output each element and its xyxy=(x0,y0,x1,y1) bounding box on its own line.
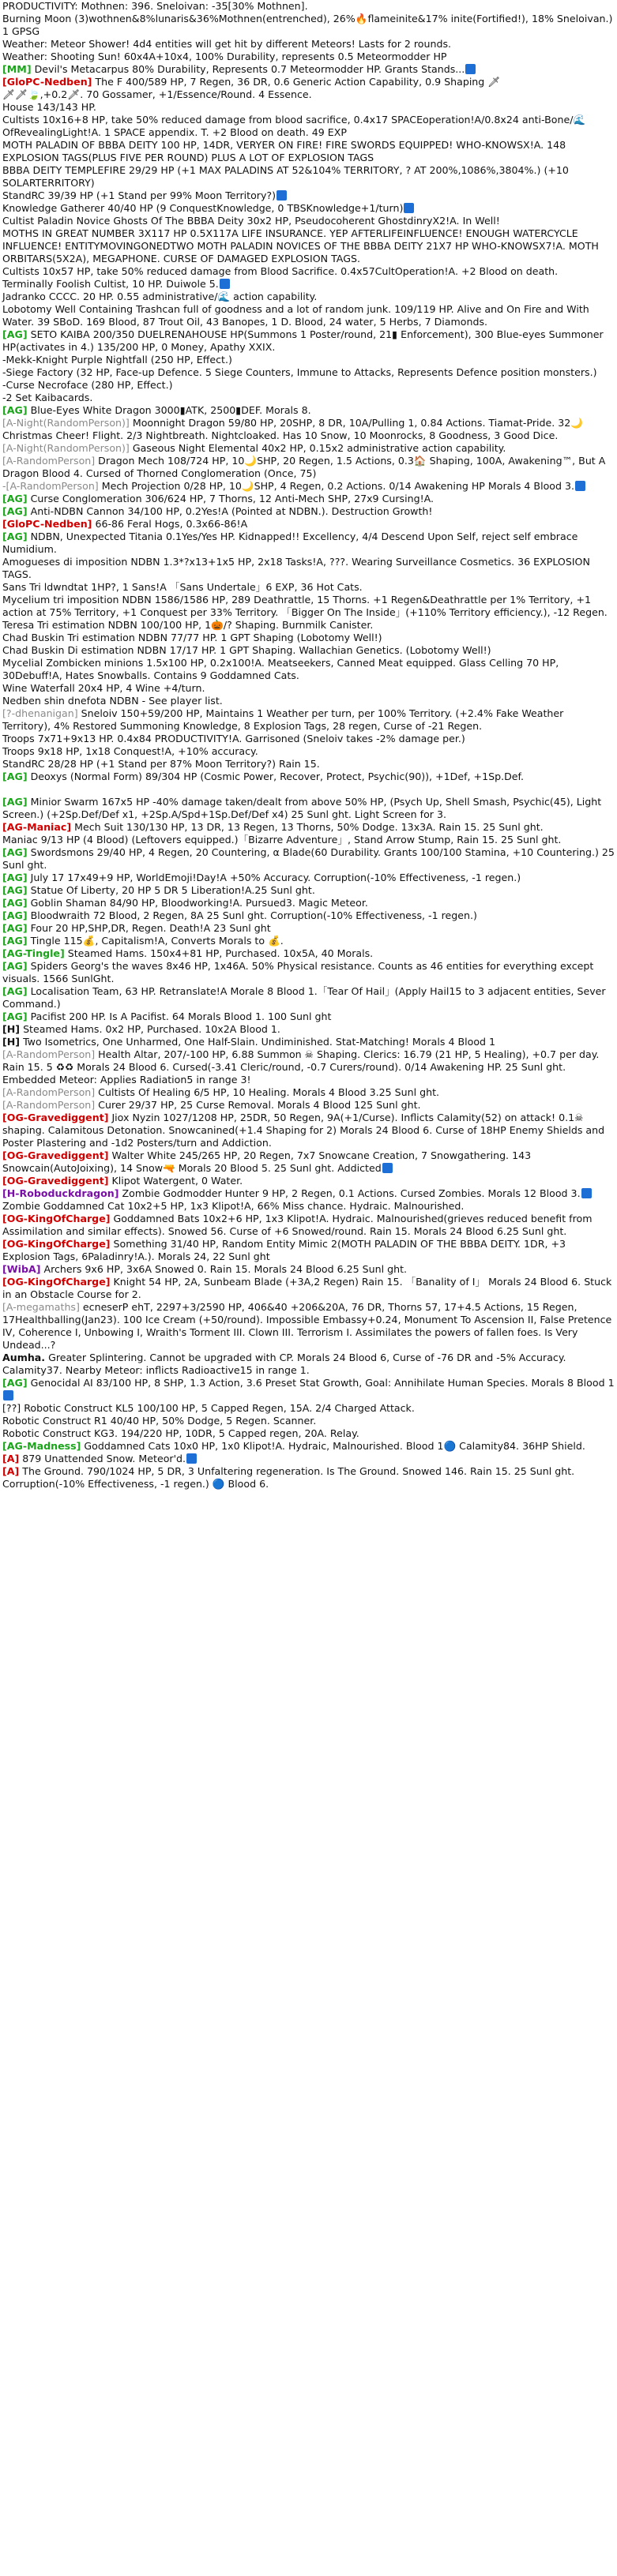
log-line xyxy=(2,366,615,379)
log-line xyxy=(2,1099,615,1112)
log-line xyxy=(2,909,615,922)
log-line xyxy=(2,164,615,189)
log-line xyxy=(2,644,615,657)
log-text: Walter White 245/265 HP, 20 Regen, 7x7 Snowcane Creation, 7 Snowgathering. 143 Snowcain(AutoJoixing), 14 Snow🔫 Morals 20 Blood 5. 25 Sunl ght. Addicted xyxy=(2,1149,532,1174)
log-line xyxy=(2,518,615,531)
entity-icon xyxy=(277,190,287,201)
log-line xyxy=(2,1036,615,1048)
log-line xyxy=(2,935,615,947)
log-text: Dragon Mech 108/724 HP, 10🌙SHP, 20 Regen, 1.5 Actions, 0.3🏠 Shaping, 100A, Awakening™, But A Dragon Blood 4. Cursed of Thorned Conglomeration (Once, 75) xyxy=(2,455,606,479)
log-text: Sans Tri ldwndtat 1HP?, 1 Sans!A 「Sans Undertale」6 EXP, 36 Hot Cats. xyxy=(2,581,363,593)
log-text: Chad Buskin Tri estimation NDBN 77/77 HP. 1 GPT Shaping (Lobotomy Well!) xyxy=(2,632,382,643)
log-text: July 17 17x49+9 HP, WorldEmoji!Day!A +50% Accuracy. Corruption(-10% Effectiveness, -1 regen.) xyxy=(27,872,521,883)
faction-tag: [GloPC-Nedben] xyxy=(2,76,92,88)
faction-tag: [A] xyxy=(2,1453,20,1464)
entity-icon xyxy=(3,1390,13,1400)
log-text: -Mekk-Knight Purple Nightfall (250 HP, Effect.) xyxy=(2,354,232,366)
log-line xyxy=(2,38,615,51)
log-line xyxy=(2,581,615,594)
log-line xyxy=(2,821,615,834)
log-line xyxy=(2,189,615,202)
log-text: Goddamned Bats 10x2+6 HP, 1x3 Klipot!A. Hydraic. Malnourished(grieves reduced benefit from Assimilation and similar effects). Snowed 56. Curse of +6 Snowed/round. Rain 15. Morals 24 Blood 6.25 Sunl ght. xyxy=(2,1213,593,1237)
log-text: ecneserP ehT, 2297+3/2590 HP, 406&40 +206&20A, 76 DR, Thorns 57, 17+4.5 Actions, 15 Regen, 17Healthballing(Jan23). 100 Ice Cream (+50/round). Impossible Embassy+0.24, Monument To Ascension II, False Pretence IV, Coherence I, Unbowing I, Wraith's Torment III. Clown III. Terrorism I. Assimilates the powers of fallen foes. Is Very Undead...? xyxy=(2,1301,612,1351)
log-text: Swordsmons 29/40 HP, 4 Regen, 20 Countering, α Blade(60 Durability. Grants 100/100 Stamina, +10 Countering.) 25 Sunl ght. xyxy=(2,846,615,871)
faction-tag: [A-RandomPerson] xyxy=(2,455,96,467)
log-text: Blue-Eyes White Dragon 3000▮ATK, 2500▮DEF. Morals 8. xyxy=(27,404,311,416)
faction-tag: [MM] xyxy=(2,63,32,75)
faction-tag: [?-dhenanigan] xyxy=(2,707,78,719)
log-line xyxy=(2,922,615,935)
log-text: -Curse Necroface (280 HP, Effect.) xyxy=(2,379,173,391)
log-text: Statue Of Liberty, 20 HP 5 DR 5 Liberation!A.25 Sunl ght. xyxy=(27,884,315,896)
log-text: BBBA DEITY TEMPLEFIRE 29/29 HP (+1 MAX PALADINS AT 52&104% TERRITORY, ? AT 200%,1086%,3804%.) (+10 SOLARTERRITORY) xyxy=(2,164,569,189)
log-text: Gaseous Night Elemental 40x2 HP, 0.15x2 administrative action capability. xyxy=(129,442,506,454)
faction-tag: [AG] xyxy=(2,771,28,782)
faction-tag: [AG] xyxy=(2,1011,28,1022)
log-line xyxy=(2,88,615,101)
log-text: StandRC 28/28 HP (+1 Stand per 87% Moon Territory?) Rain 15. xyxy=(2,758,320,770)
log-text: Jadranko CCCC. 20 HP. 0.55 administrative/🌊 action capability. xyxy=(2,291,318,302)
faction-tag: [AG-Maniac] xyxy=(2,821,72,833)
log-text: Steamed Hams. 0x2 HP, Purchased. 10x2A Blood 1. xyxy=(20,1023,280,1035)
log-line xyxy=(2,632,615,644)
log-text: 🗡🗡🍃,+0.2🗡. 70 Gossamer, +1/Essence/Round. 4 Essence. xyxy=(2,88,312,100)
faction-tag: [A-Night(RandomPerson)] xyxy=(2,442,130,454)
entity-icon xyxy=(575,481,585,491)
log-line xyxy=(2,884,615,897)
log-line xyxy=(2,556,615,581)
log-text: StandRC 39/39 HP (+1 Stand per 99% Moon Territory?) xyxy=(2,189,277,201)
log-text: 66-86 Feral Hogs, 0.3x66-86!A xyxy=(92,518,248,530)
log-text: Weather: Shooting Sun! 60x4A+10x4, 100% Durability, represents 0.5 Meteormodder HP xyxy=(2,51,447,62)
log-text: Genocidal AI 83/100 HP, 8 SHP, 1.3 Action, 3.6 Preset Stat Growth, Goal: Annihilate Human Species. Morals 8 Blood 1 xyxy=(27,1377,615,1389)
faction-tag: [AG] xyxy=(2,897,28,909)
log-line xyxy=(2,354,615,366)
log-line xyxy=(2,960,615,985)
entity-icon xyxy=(404,203,414,213)
log-line xyxy=(2,1263,615,1276)
log-text: Bloodwraith 72 Blood, 2 Regen, 8A 25 Sunl ght. Corruption(-10% Effectiveness, -1 regen.) xyxy=(27,909,477,921)
log-line xyxy=(2,1440,615,1453)
faction-tag: [A-RandomPerson] xyxy=(2,1048,96,1060)
log-text: Moonnight Dragon 59/80 HP, 20SHP, 8 DR, 10A/Pulling 1, 0.84 Actions. Tiamat-Pride. 32🌙 Christmas Cheer! Flight. 2/3 Nightbreath. Nightcloaked. Has 10 Snow, 10 Moonrocks, 8 Goodness, 3 Good Dice. xyxy=(2,417,583,441)
log-text: Minior Swarm 167x5 HP -40% damage taken/dealt from above 50% HP, (Psych Up, Shell Smash, Psychic(45), Light Screen.) (+2Sp.Def/Def x1, +2Sp.A/Spd+1Sp.Def/Def x4) 25 Sunl ght. Light Screen for 3. xyxy=(2,796,602,820)
log-text: MOTHS IN GREAT NUMBER 3X117 HP 0.5X117A LIFE INSURANCE. YEP AFTERLIFEINFLUENCE! ENOUGH WATERCYCLE INFLUENCE! ENTITYMOVINGONEDTWO MOTH PALADIN NOVICES OF THE BBBA DEITY 21X7 HP WHO-KNOWSX7!A. MOTH ORBITARS(5X2A), MEGAPHONE. CURSE OF DAMAGED EXPLOSION TAGS. xyxy=(2,227,599,264)
log-text: Nedben shin dnefota NDBN - See player list. xyxy=(2,695,223,707)
log-text: Four 20 HP,SHP,DR, Regen. Death!A 23 Sunl ght xyxy=(27,922,271,934)
log-line xyxy=(2,619,615,632)
log-text: Wine Waterfall 20x4 HP, 4 Wine +4/turn. xyxy=(2,682,205,694)
log-text: Lobotomy Well Containing Trashcan full of goodness and a lot of random junk. 109/119 HP. Alive and On Fire and With Water. 39 SBoD. 169 Blood, 87 Trout Oil, 43 Banopes, 1 D. Blood, 24 water, 5 Herbs, 7 Diamonds. xyxy=(2,303,589,328)
log-line xyxy=(2,771,615,783)
faction-tag: [AG] xyxy=(2,960,28,972)
log-line xyxy=(2,872,615,884)
log-line xyxy=(2,1200,615,1213)
faction-tag: [OG-KingOfCharge] xyxy=(2,1238,111,1250)
faction-tag: [AG-Madness] xyxy=(2,1440,81,1452)
log-text: Jiox Nyzin 1027/1208 HP, 25DR, 50 Regen, 9A(+1/Curse). Inflicts Calamity(52) on attack! 0.1☠ shaping. Calamitous Detonation. Snowcanined(+1.4 Shaping for 2) Morals 24 Blood 6. Curse of 18HP Enemy Shields and Poster Plastering and -1d2 Posters/turn and Addiction. xyxy=(2,1112,605,1149)
log-line xyxy=(2,1238,615,1263)
entity-icon xyxy=(382,1163,393,1173)
faction-tag: [OG-KingOfCharge] xyxy=(2,1276,111,1288)
log-text: The Ground. 790/1024 HP, 5 DR, 3 Unfaltering regeneration. Is The Ground. Snowed 146. Rain 15. 25 Sunl ght. Corruption(-10% Effectiveness, -1 regen.) 🔵 Blood 6. xyxy=(2,1465,575,1490)
log-text: Two Isometrics, One Unharmed, One Half-Slain. Undiminished. Stat-Matching! Morals 4 Blood 1 xyxy=(20,1036,496,1048)
log-line xyxy=(2,493,615,505)
log-text: Zombie Goddamned Cat 10x2+5 HP, 1x3 Klipot!A, 66% Miss chance. Hydraic. Malnourished. xyxy=(2,1200,465,1212)
faction-tag: [AG] xyxy=(2,796,28,808)
log-line xyxy=(2,505,615,518)
log-text: Maniac 9/13 HP (4 Blood) (Leftovers equipped.)「Bizarre Adventure」, Stand Arrow Stump, Rain 15. 25 Sunl ght. xyxy=(2,834,562,846)
log-text: Tingle 115💰, Capitalism!A, Converts Morals to 💰. xyxy=(27,935,284,947)
log-line xyxy=(2,303,615,328)
log-text: Knight 54 HP, 2A, Sunbeam Blade (+3A,2 Regen) Rain 15. 「Banality of I」 Morals 24 Blood 6. Stuck in an Obstacle Course for 2. xyxy=(2,1276,612,1300)
faction-tag: [AG] xyxy=(2,505,28,517)
log-line xyxy=(2,328,615,354)
log-text: Localisation Team, 63 HP. Retranslate!A Morale 8 Blood 1.「Tear Of Hail」(Apply Hail15 to 3 adjacent entities, Sever Command.) xyxy=(2,985,606,1010)
log-line xyxy=(2,291,615,303)
log-text: MOTH PALADIN OF BBBA DEITY 100 HP, 14DR, VERYER ON FIRE! FIRE SWORDS EQUIPPED! WHO-KNOWSX!A. 148 EXPLOSION TAGS(PLUS FIVE PER ROUND) PLUS A LOT OF EXPLOSION TAGS xyxy=(2,139,566,163)
log-line xyxy=(2,695,615,707)
log-text: Cultists 10x57 HP, take 50% reduced damage from Blood Sacrifice. 0.4x57CultOperation!A. +2 Blood on death. xyxy=(2,265,559,277)
log-line xyxy=(2,227,615,265)
log-line xyxy=(2,215,615,227)
log-line xyxy=(2,139,615,164)
faction-tag: [WibA] xyxy=(2,1263,41,1275)
log-line xyxy=(2,1011,615,1023)
log-line xyxy=(2,1352,615,1377)
faction-tag: [H-Roboduckdragon] xyxy=(2,1187,119,1199)
log-text: Archers 9x6 HP, 3x6A Snowed 0. Rain 15. Morals 24 Blood 6.25 Sunl ght. xyxy=(40,1263,408,1275)
entity-icon xyxy=(186,1453,197,1464)
log-line xyxy=(2,1112,615,1149)
log-text: Chad Buskin Di estimation NDBN 17/17 HP. 1 GPT Shaping. Wallachian Genetics. (Lobotomy Well!) xyxy=(2,644,491,656)
log-text: -Siege Factory (32 HP, Face-up Defence. 5 Siege Counters, Immune to Attacks, Represents Defence position monsters.) xyxy=(2,366,597,378)
faction-tag: [AG] xyxy=(2,935,28,947)
log-line xyxy=(2,1402,615,1415)
log-line xyxy=(2,846,615,872)
log-line xyxy=(2,733,615,745)
faction-tag: [GloPC-Nedben] xyxy=(2,518,92,530)
faction-tag: [AG] xyxy=(2,1377,28,1389)
faction-tag: [A-RandomPerson] xyxy=(2,1086,96,1098)
log-text: Greater Splintering. Cannot be upgraded with CP. Morals 24 Blood 6, Curse of -76 DR and -5% Accuracy. Calamity37. Nearby Meteor: inflicts Radioactive15 in range 1. xyxy=(2,1352,566,1376)
faction-tag: [H] xyxy=(2,1036,21,1048)
faction-tag: [AG] xyxy=(2,404,28,416)
log-line xyxy=(2,1377,615,1402)
faction-tag: [AG] xyxy=(2,985,28,997)
log-text: Goddamned Cats 10x0 HP, 1x0 Klipot!A. Hydraic, Malnourished. Blood 1🔵 Calamity84. 36HP Shield. xyxy=(81,1440,585,1452)
faction-tag: [OG-KingOfCharge] xyxy=(2,1213,111,1224)
log-text: Pacifist 200 HP. Is A Pacifist. 64 Morals Blood 1. 100 Sunl ght xyxy=(27,1011,332,1022)
faction-tag: [AG] xyxy=(2,922,28,934)
log-line xyxy=(2,392,615,404)
log-text: Devil's Metacarpus 80% Durability, Represents 0.7 Meteormodder HP. Grants Stands... xyxy=(31,63,465,75)
log-line xyxy=(2,985,615,1011)
log-line xyxy=(2,455,615,480)
log-text: The F 400/589 HP, 7 Regen, 36 DR, 0.6 Generic Action Capability, 0.9 Shaping 🗡 xyxy=(92,76,501,88)
log-line xyxy=(2,1453,615,1465)
log-line xyxy=(2,1023,615,1036)
log-line xyxy=(2,1276,615,1301)
log-line xyxy=(2,1187,615,1200)
log-line xyxy=(2,1213,615,1238)
log-text: Cultist Paladin Novice Ghosts Of The BBBA Deity 30x2 HP, Pseudocoherent GhostdinryX2!A. In Well! xyxy=(2,215,500,227)
faction-tag: [OG-Gravediggent] xyxy=(2,1175,109,1187)
log-line xyxy=(2,707,615,733)
log-text: Something 31/40 HP, Random Entity Mimic 2(MOTH PALADIN OF THE BBBA DEITY. 1DR, +3 Explosion Tags, 6Paladinry!A.). Morals 24, 22 Sunl ght xyxy=(2,1238,566,1262)
log-line xyxy=(2,13,615,38)
faction-tag: [AG] xyxy=(2,884,28,896)
faction-tag: [A] xyxy=(2,1465,20,1477)
log-text: Curse Conglomeration 306/624 HP, 7 Thorns, 12 Anti-Mech SHP, 27x9 Cursing!A. xyxy=(27,493,435,504)
log-text: Weather: Meteor Shower! 4d4 entities will get hit by different Meteors! Lasts for 2 rounds. xyxy=(2,38,452,50)
faction-tag: [AG] xyxy=(2,872,28,883)
log-text: Knowledge Gatherer 40/40 HP (9 ConquestKnowledge, 0 TBSKnowledge+1/turn) xyxy=(2,202,404,214)
log-line xyxy=(2,480,615,493)
log-text: Teresa Tri estimation NDBN 100/100 HP, 1🎃/? Shaping. Burnmilk Canister. xyxy=(2,619,374,631)
log-text: Health Altar, 207/-100 HP, 6.88 Summon ☠ Shaping. Clerics: 16.79 (21 HP, 5 Healing), +0.7 per day. Rain 15. 5 ♻♻ Morals 24 Blood 6. Cursed(-3.41 Cleric/round, -0.7 Curers/round). 0/14 Awakening HP. 25 Sunl ght. Embedded Meteor: Applies Radiation5 in range 3! xyxy=(2,1048,600,1086)
log-text: Spiders Georg's the waves 8x46 HP, 1x46A. 50% Physical resistance. Counts as 46 entities for everything except visuals. 1566 SunlGht. xyxy=(2,960,594,984)
log-text: Klipot Watergent, 0 Water. xyxy=(108,1175,243,1187)
log-line xyxy=(2,379,615,392)
log-line xyxy=(2,682,615,695)
entity-icon xyxy=(581,1188,592,1198)
log-text: Troops 7x71+9x13 HP. 0.4x84 PRODUCTIVITY!A. Garrisoned (Sneloiv takes -2% damage per.) xyxy=(2,733,465,744)
log-line xyxy=(2,0,615,13)
log-line xyxy=(2,278,615,291)
log-text: Zombie Godmodder Hunter 9 HP, 2 Regen, 0.1 Actions. Cursed Zombies. Morals 12 Blood 3. xyxy=(119,1187,581,1199)
log-line xyxy=(2,594,615,619)
faction-tag: Aumha. xyxy=(2,1352,46,1363)
log-text: Goblin Shaman 84/90 HP, Bloodworking!A. Pursued3. Magic Meteor. xyxy=(27,897,368,909)
log-text: 879 Unattended Snow. Meteor'd. xyxy=(19,1453,186,1464)
log-line xyxy=(2,758,615,771)
log-line xyxy=(2,1465,615,1490)
log-line xyxy=(2,265,615,278)
log-line xyxy=(2,404,615,417)
log-text: Troops 9x18 HP, 1x18 Conquest!A, +10% accuracy. xyxy=(2,745,258,757)
log-text: Cultists Of Healing 6/5 HP, 10 Healing. Morals 4 Blood 3.25 Sunl ght. xyxy=(95,1086,440,1098)
log-line xyxy=(2,1175,615,1187)
log-text: [??] Robotic Construct KL5 100/100 HP, 5 Capped Regen, 15A. 2/4 Charged Attack. xyxy=(2,1402,415,1414)
log-text: Anti-NDBN Cannon 34/100 HP, 0.2Yes!A (Pointed at NDBN.). Destruction Growth! xyxy=(27,505,433,517)
faction-tag: [AG] xyxy=(2,531,28,542)
log-line xyxy=(2,834,615,846)
log-text: Amogueses di imposition NDBN 1.3*?x13+1x5 HP, 2x18 Tasks!A, ???. Wearing Surveillance Cosmetics. 36 EXPLOSION TAGS. xyxy=(2,556,590,580)
log-text: Mycelium tri imposition NDBN 1586/1586 HP, 289 Deathrattle, 15 Thorns. +1 Regen&Deathrattle per 1% Territory, +1 action at 75% Territory, +1 Conquest per 33% Territory. 「Bigger On The Inside」(+110% Territory efficiency.), -12 Regen. xyxy=(2,594,608,618)
log-text: SETO KAIBA 200/350 DUELRENAHOUSE HP(Summons 1 Poster/round, 21▮ Enforcement), 300 Blue-eyes Summoner HP(activates in 4.) 135/200 HP, 0 Money, Apathy XXIX. xyxy=(2,328,604,353)
log-text: NDBN, Unexpected Titania 0.1Yes/Yes HP. Kidnapped!! Excellency, 4/4 Descend Upon Self, reject self embrace Numidium. xyxy=(2,531,578,555)
log-text: Robotic Construct KG3. 194/220 HP, 10DR, 5 Capped regen, 20A. Relay. xyxy=(2,1427,359,1439)
log-line xyxy=(2,1301,615,1352)
faction-tag: [AG] xyxy=(2,493,28,504)
faction-tag: [AG] xyxy=(2,909,28,921)
log-text: Deoxys (Normal Form) 89/304 HP (Cosmic Power, Recover, Protect, Psychic(90)), +1Def, +1Sp.Def. xyxy=(27,771,525,782)
blank-line xyxy=(2,783,615,796)
log-line xyxy=(2,1427,615,1440)
log-line xyxy=(2,76,615,88)
log-text: House 143/143 HP. xyxy=(2,101,96,113)
faction-tag: [AG] xyxy=(2,846,28,858)
log-line xyxy=(2,1048,615,1086)
log-text: Mycelial Zombicken minions 1.5x100 HP, 0.2x100!A. Meatseekers, Canned Meat equipped. Glass Celling 70 HP, 30Debuff!A, Hates Snowballs. Contains 9 Goddamned Cats. xyxy=(2,657,559,681)
log-line xyxy=(2,417,615,442)
log-text: Cultists 10x16+8 HP, take 50% reduced damage from blood sacrifice, 0.4x17 SPACEoperation!A/0.8x24 anti-Bone/🌊OfRevealingLight!A. 1 SPACE appendix. T. +2 Blood on death. 49 EXP xyxy=(2,114,586,138)
entity-icon xyxy=(465,64,476,74)
log-line xyxy=(2,657,615,682)
log-text: Mech Suit 130/130 HP, 13 DR, 13 Regen, 13 Thorns, 50% Dodge. 13x3A. Rain 15. 25 Sunl ght. xyxy=(71,821,544,833)
faction-tag: [H] xyxy=(2,1023,21,1035)
log-line xyxy=(2,51,615,63)
log-text: Sneloiv 150+59/200 HP, Maintains 1 Weather per turn, per 100% Territory. (+2.4% Fake Weather Territory), 4% Restored Summoning Knowledge, 8 Explosion Tags, 28 regen, Curse of -21 Regen. xyxy=(2,707,564,732)
log-line xyxy=(2,947,615,960)
log-text: Steamed Hams. 150x4+81 HP, Purchased. 10x5A, 40 Morals. xyxy=(64,947,374,959)
log-text: Robotic Construct R1 40/40 HP, 50% Dodge, 5 Regen. Scanner. xyxy=(2,1415,317,1427)
log-line xyxy=(2,101,615,114)
entity-icon xyxy=(220,279,230,289)
log-line xyxy=(2,1149,615,1175)
log-line xyxy=(2,63,615,76)
faction-tag: [AG-Tingle] xyxy=(2,947,65,959)
log-line xyxy=(2,1415,615,1427)
faction-tag: [OG-Gravediggent] xyxy=(2,1112,109,1123)
log-line xyxy=(2,745,615,758)
faction-tag: [A-megamaths] xyxy=(2,1301,80,1313)
log-line xyxy=(2,531,615,556)
faction-tag: [OG-Gravediggent] xyxy=(2,1149,109,1161)
log-text: -2 Set Kaibacards. xyxy=(2,392,93,403)
log-text: Burning Moon (3)wothnen&8%lunaris&36%Mothnen(entrenched), 26%🔥flameinite&17% inite(Fortified!), 18% Sneloivan.) 1 GPSG xyxy=(2,13,613,37)
log-text: PRODUCTIVITY: Mothnen: 396. Sneloivan: -35[30% Mothnen]. xyxy=(2,0,308,12)
faction-tag: [AG] xyxy=(2,328,28,340)
faction-tag: [A-RandomPerson] xyxy=(2,1099,96,1111)
faction-tag: -[A-RandomPerson] xyxy=(2,480,99,492)
log-text: Terminally Foolish Cultist, 10 HP. Duiwole 5. xyxy=(2,278,219,290)
log-text: Curer 29/37 HP, 25 Curse Removal. Morals 4 Blood 125 Sunl ght. xyxy=(95,1099,421,1111)
log-line xyxy=(2,442,615,455)
log-line xyxy=(2,114,615,139)
log-line xyxy=(2,897,615,909)
log-line xyxy=(2,202,615,215)
log-line xyxy=(2,796,615,821)
log-text: Mech Projection 0/28 HP, 10🌙SHP, 4 Regen, 0.2 Actions. 0/14 Awakening HP Morals 4 Blood 3. xyxy=(98,480,574,492)
faction-tag: [A-Night(RandomPerson)] xyxy=(2,417,130,429)
log-line xyxy=(2,1086,615,1099)
